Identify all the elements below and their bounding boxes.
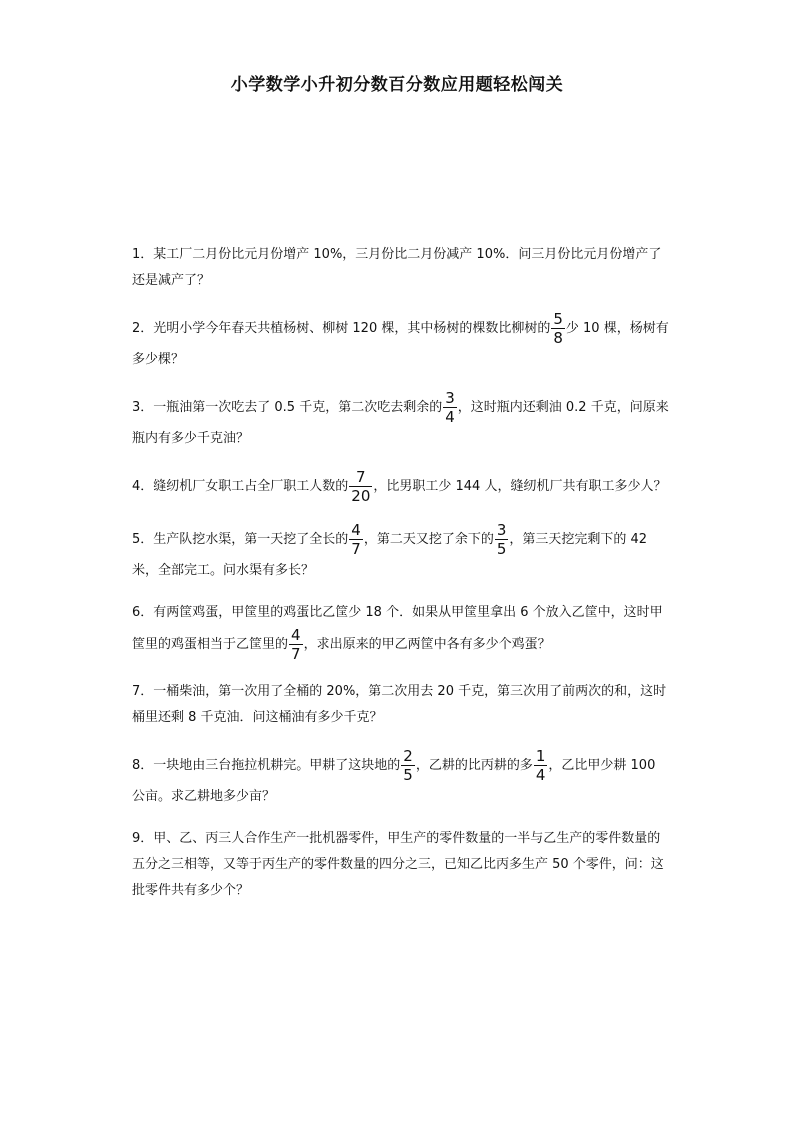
fraction-numerator: 7	[349, 468, 372, 487]
problem-text: 8．一块地由三台拖拉机耕完。甲耕了这块地的	[132, 758, 401, 773]
problem-5	[132, 521, 672, 584]
fraction-denominator: 7	[291, 645, 301, 663]
fraction-numerator: 4	[351, 521, 361, 539]
fraction-denominator: 5	[496, 540, 507, 558]
problem-list	[132, 242, 672, 920]
fraction-numerator: 1	[535, 747, 546, 765]
problem-text: 4．缝纫机厂女职工占全厂职工人数的	[132, 479, 349, 494]
fraction-numerator: 4	[291, 626, 301, 644]
fraction-denominator: 5	[403, 766, 413, 784]
problem-text: ，第三天挖完剩下的 42 米，全部完工。问水渠有多长？	[132, 532, 648, 578]
fraction-numerator: 2	[403, 747, 413, 765]
problem-text: ，求出原来的甲乙两筐中各有多少个鸡蛋？	[303, 637, 551, 652]
problem-8	[132, 747, 672, 810]
problem-text: 1．某工厂二月份比元月份增产 10%，三月份比二月份减产 10%．问三月份比元月份增产了还是减产了？	[132, 247, 662, 288]
document-title: 小学数学小升初分数百分数应用题轻松闯关	[230, 75, 564, 95]
problem-text: 2．光明小学今年春天共植杨树、柳树 120 棵，其中杨树的棵数比柳树的	[132, 321, 551, 336]
problem-2	[132, 310, 672, 373]
problem-text: 3．一瓶油第一次吃去了 0.5 千克，第二次吃去剩余的	[132, 400, 443, 415]
fraction-numerator: 3	[496, 521, 507, 539]
problem-1	[132, 242, 672, 294]
problem-text: 少 10 棵，杨树有多少棵？	[132, 321, 669, 367]
problem-text: 9．甲、乙、丙三人合作生产一批机器零件，甲生产的零件数量的一半与乙生产的零件数量的五分之三相等，又等于丙生产的零件数量的四分之三，已知乙比丙多生产 50 个零件，问：这批零件共有多少个？	[132, 831, 664, 898]
fraction	[495, 521, 509, 558]
fraction-denominator: 20	[351, 487, 371, 505]
problem-text: 5．生产队挖水渠，第一天挖了全长的	[132, 532, 349, 547]
problem-6	[132, 600, 672, 663]
problem-7	[132, 679, 672, 731]
problem-text: ，乙比甲少耕 100 公亩。求乙耕地多少亩？	[132, 758, 656, 804]
problem-text: ，乙耕的比丙耕的多	[415, 758, 533, 773]
fraction	[401, 747, 415, 784]
fraction	[289, 626, 303, 663]
problem-text: ，第二天又挖了余下的	[363, 532, 494, 547]
problem-text: ，比男职工少 144 人，缝纫机厂共有职工多少人？	[373, 479, 667, 494]
fraction	[349, 468, 372, 505]
problem-text: ，这时瓶内还剩油 0.2 千克，问原来瓶内有多少千克油？	[132, 400, 669, 446]
fraction	[443, 389, 457, 426]
problem-9	[132, 826, 672, 904]
fraction-denominator: 4	[535, 766, 546, 784]
problem-text: 6．有两筐鸡蛋，甲筐里的鸡蛋比乙筐少 18 个．如果从甲筐里拿出 6 个放入乙筐中，这时甲筐里的鸡蛋相当于乙筐里的	[132, 605, 663, 652]
fraction	[534, 747, 548, 784]
fraction	[551, 310, 565, 347]
fraction-numerator: 3	[445, 389, 455, 407]
problem-4	[132, 468, 672, 505]
fraction-numerator: 5	[553, 310, 563, 328]
fraction	[349, 521, 363, 558]
fraction-denominator: 4	[445, 408, 455, 426]
fraction-denominator: 7	[351, 540, 361, 558]
problem-text: 7．一桶柴油，第一次用了全桶的 20%，第二次用去 20 千克，第三次用了前两次的和，这时桶里还剩 8 千克油．问这桶油有多少千克？	[132, 684, 667, 725]
fraction-denominator: 8	[553, 329, 563, 347]
problem-3	[132, 389, 672, 452]
